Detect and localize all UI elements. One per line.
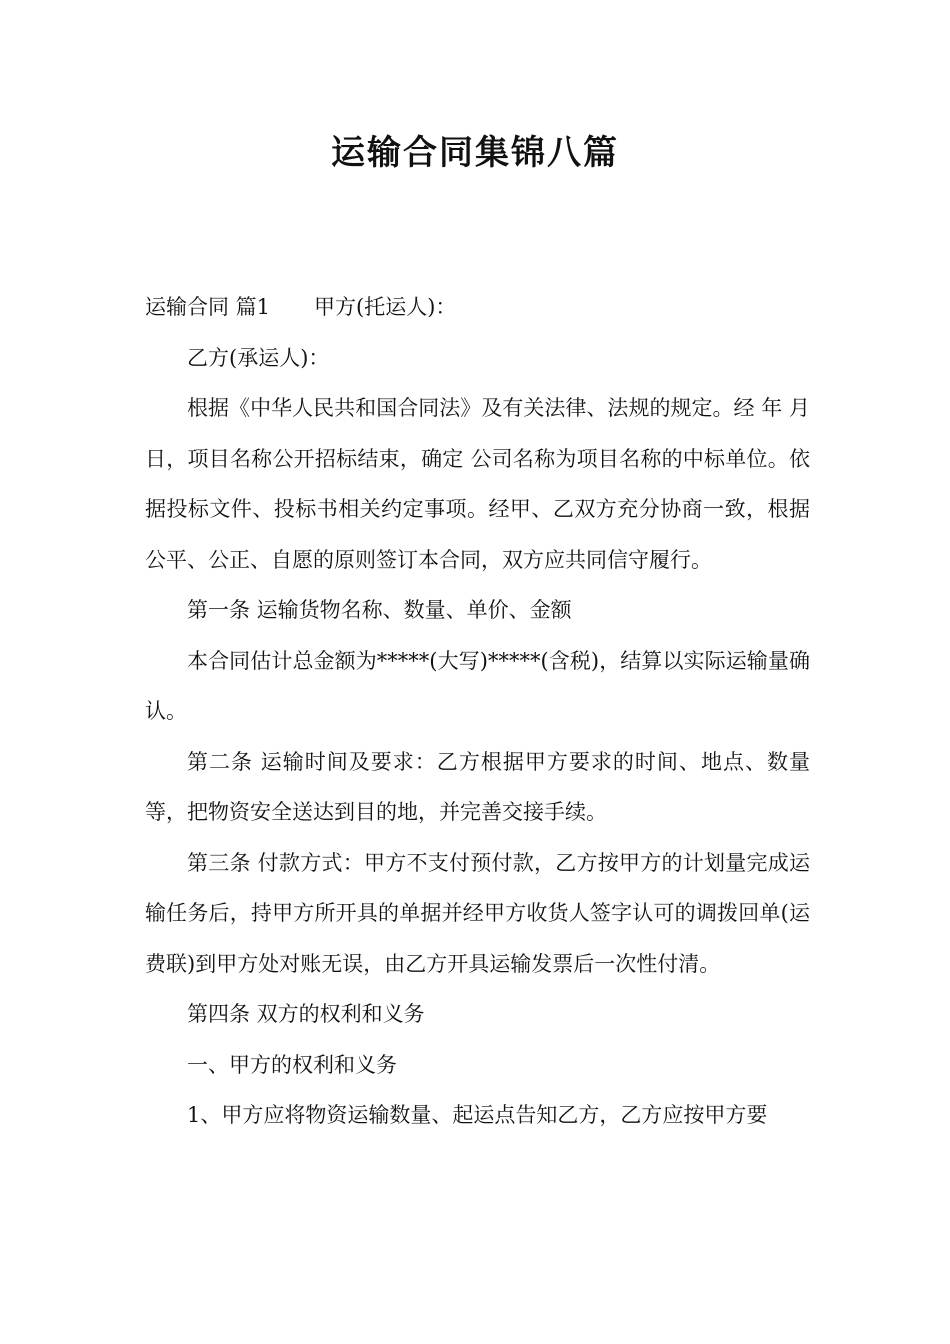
contract-heading-line — [145, 282, 810, 333]
section-1-heading: 一、甲方的权利和义务 — [187, 1052, 397, 1077]
party-a-label: 甲方(托运人)： — [314, 295, 457, 319]
article-3-paragraph: 第三条 付款方式：甲方不支付预付款，乙方按甲方的计划量完成运输任务后，持甲方所开具的单据并经甲方收货人签字认可的调拨回单(运费联)到甲方处对账无误，由乙方开具运输发票后一次性付清。 — [145, 850, 810, 976]
contract-number-label: 运输合同 篇1 — [145, 295, 271, 319]
document-title: 运输合同集锦八篇 — [331, 133, 619, 173]
article-4-heading: 第四条 双方的权利和义务 — [187, 1002, 425, 1026]
preamble-paragraph: 根据《中华人民共和国合同法》及有关法律、法规的规定。经 年 月 日，项目名称公开招标结束，确定 公司名称为项目名称的中标单位。依据投标文件、投标书相关约定事项。经甲、乙双方充分协商一致，根据公平、公正、自愿的原则签订本合同，双方应共同信守履行。 — [145, 396, 810, 572]
article-2-paragraph: 第二条 运输时间及要求：乙方根据甲方要求的时间、地点、数量等，把物资安全送达到目的地，并完善交接手续。 — [145, 749, 810, 824]
clause-1-paragraph: 1、甲方应将物资运输数量、起运点告知乙方，乙方应按甲方要 — [187, 1103, 768, 1127]
document-body — [145, 282, 810, 1141]
party-b-label: 乙方(承运人)： — [187, 345, 330, 370]
article-1-paragraph: 本合同估计总金额为*****(大写)*****(含税)，结算以实际运输量确认。 — [145, 648, 810, 723]
article-1-heading: 第一条 运输货物名称、数量、单价、金额 — [187, 598, 572, 622]
